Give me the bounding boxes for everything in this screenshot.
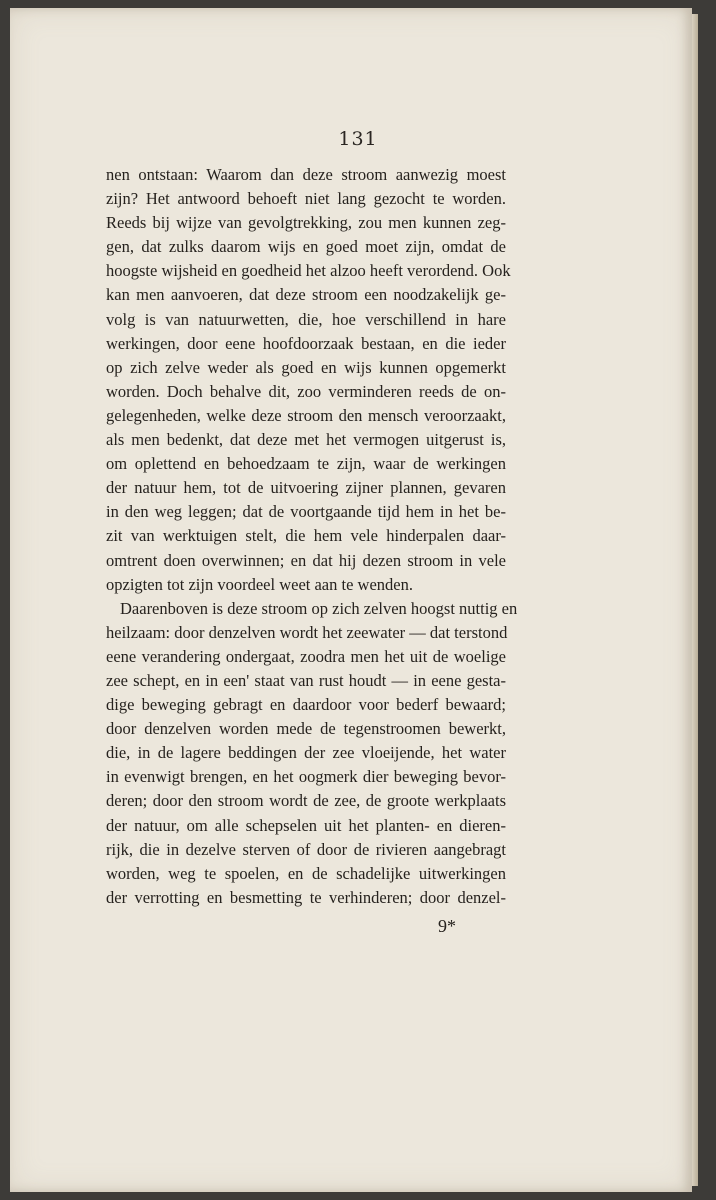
text-line: door denzelven worden mede de tegenstroomen bewerkt, <box>106 719 506 739</box>
text-line: heilzaam: door denzelven wordt het zeewater — dat terstond <box>106 622 508 642</box>
text-line: in evenwigt brengen, en het oogmerk dier beweging bevor- <box>106 767 506 787</box>
text-line: zit van werktuigen stelt, die hem vele hinderpalen daar- <box>106 526 506 546</box>
text-line: eene verandering ondergaat, zoodra men het uit de woelige <box>106 646 506 666</box>
signature-mark: 9* <box>438 916 456 936</box>
text-line: gelegenheden, welke deze stroom den mensch veroorzaakt, <box>106 405 506 425</box>
page-edge <box>692 14 698 1186</box>
text-line: omtrent doen overwinnen; en dat hij dezen stroom in vele <box>106 550 506 570</box>
text-line: zijn? Het antwoord behoeft niet lang gezocht te worden. <box>106 189 506 209</box>
text-line: worden. Doch behalve dit, zoo verminderen reeds de on- <box>106 381 506 401</box>
text-line: werkingen, door eene hoofdoorzaak bestaan, en die ieder <box>106 333 506 353</box>
text-line: op zich zelve weder als goed en wijs kunnen opgemerkt <box>106 357 506 377</box>
text-line: nen ontstaan: Waarom dan deze stroom aanwezig moest <box>106 165 506 184</box>
body-text <box>106 163 518 910</box>
text-line: dige beweging gebragt en daardoor voor bederf bewaard; <box>106 695 506 715</box>
paragraph-start-line: Daarenboven is deze stroom op zich zelven hoogst nuttig en <box>120 598 518 618</box>
text-line: Reeds bij wijze van gevolgtrekking, zou men kunnen zeg- <box>106 213 506 233</box>
text-line: der verrotting en besmetting te verhinderen; door denzel- <box>106 887 506 907</box>
text-line: om oplettend en behoedzaam te zijn, waar de werkingen <box>106 454 506 474</box>
text-line: hoogste wijsheid en goedheid het alzoo heeft verordend. Ook <box>106 261 511 281</box>
text-line: deren; door den stroom wordt de zee, de groote werkplaats <box>106 791 506 811</box>
text-line: opzigten tot zijn voordeel weet aan te wenden. <box>106 574 413 594</box>
text-line: als men bedenkt, dat deze met het vermogen uitgerust is, <box>106 430 506 450</box>
text-line: zee schept, en in een' staat van rust houdt — in eene gesta- <box>106 670 506 690</box>
text-line: der natuur hem, tot de uitvoering zijner plannen, gevaren <box>106 478 506 498</box>
text-line: die, in de lagere beddingen der zee vloeijende, het water <box>106 743 506 763</box>
text-line: kan men aanvoeren, dat deze stroom een noodzakelijk ge- <box>106 285 506 305</box>
text-line: in den weg leggen; dat de voortgaande tijd hem in het be- <box>106 502 506 522</box>
text-line: volg is van natuurwetten, die, hoe verschillend in hare <box>106 309 506 329</box>
text-line: rijk, die in dezelve sterven of door de rivieren aangebragt <box>106 839 506 859</box>
text-line: gen, dat zulks daarom wijs en goed moet zijn, omdat de <box>106 237 506 257</box>
page-number: 131 <box>338 128 378 150</box>
text-line: der natuur, om alle schepselen uit het planten- en dieren- <box>106 815 506 835</box>
text-line: worden, weg te spoelen, en de schadelijke uitwerkingen <box>106 863 506 883</box>
